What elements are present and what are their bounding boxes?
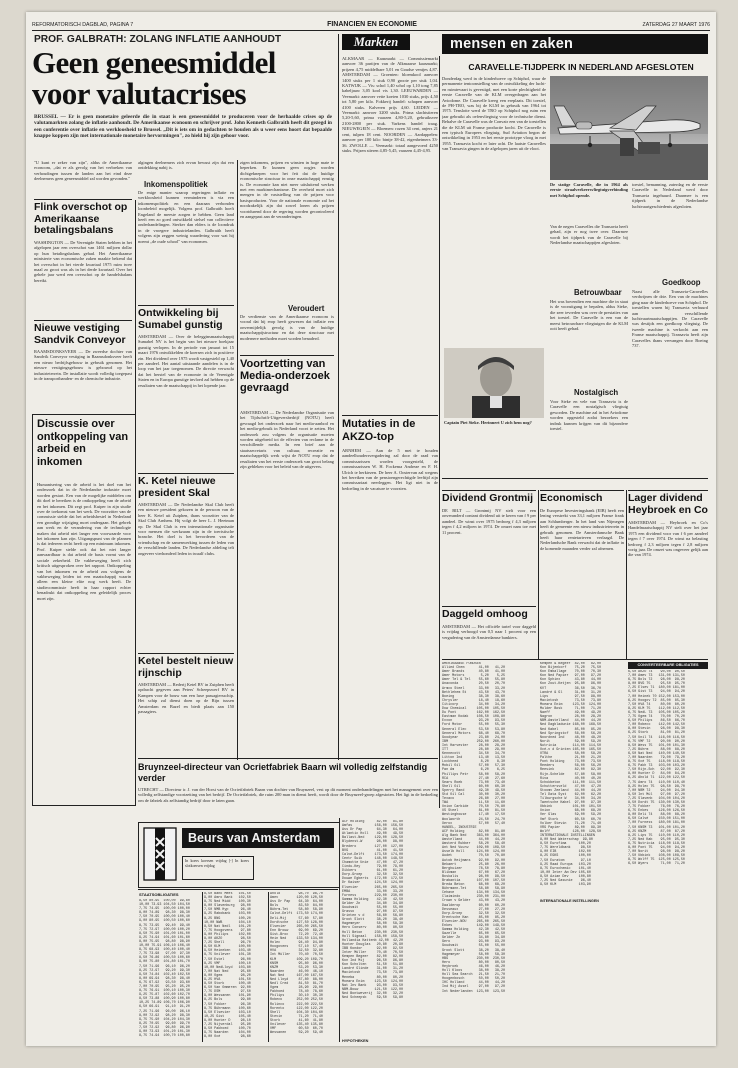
main-body-col-1: "U kunt er zeker van zijn", aldus de Amerikaanse econoom, „dat er als gevolg van het verbreken van verhoudingen tussen de landen aan het eind deze deelnemers geen geneesmiddel zal worden gevonden." <box>34 160 132 182</box>
div-rule <box>442 490 536 491</box>
vrule-5 <box>538 490 539 660</box>
portrait-photo <box>444 348 544 418</box>
goedkoop-subhead: Goedkoop <box>662 278 701 287</box>
tables-top-rule <box>442 659 708 660</box>
vrule-1 <box>135 200 136 760</box>
ketel-rijnschip-body: AMSTERDAM — Rederij Ketel BV in Zutphen heeft opdracht gegeven aan Peters' Scheepswerf BV in Kampen voor de bouw van een luxe passagiersschip. Het schip zal dienst doen op de Rijn tussen Amsterdam en Bazel en biedt plaats aan 150 passagiers. <box>138 682 234 715</box>
col2-rule-1 <box>138 305 234 306</box>
main-lead: BRUSSEL — Er is geen monetaire geleerde die in staat is een geneesmiddel te produceren voor de herhaalde crises op de valutamarkten zolang de inflatie aanhoudt. De Amerikaanse econoom en schrijver prof. John Kenneth Galbraith heeft dit gezegd in een conferentie over inflatie en werkloosheid te Brussel. „Dit is iets om in gedachten te houden als u weer eens hoort dat bepaalde knappe koppen zijn met internationale monetaire hervormingen", zo hield hij zijn gehoor voor. <box>34 114 332 139</box>
economisch-title: Economisch <box>540 493 603 504</box>
discussie-title: Discussie over ontkoppeling van arbeid en inkomen <box>37 418 129 468</box>
dividend-body: DE BILT — Grontmij NV stelt voor een onveranderd contant dividend uit te keren van f 9 per aandeel. De winst over 1975 bedroeg f 4,3 miljoen tegen f 4,2 miljoen in 1974. De omzet nam toe met 11 procent. <box>442 508 536 535</box>
dividend-title: Dividend Grontmij <box>442 493 534 504</box>
voortzetting-body: AMSTERDAM — De Nederlandse Organisatie van het Tijdschrift-Uitgeversbedrijf (NOTU) heeft gevraagd het onderzoek naar het media-aanbod en het media-gebruik in Nederland voort te zetten. Het onderzoek zou volgens de organisatie moeten worden uitgebreid tot de effecten van reclame in de verschillende media. In een brief aan de staatssecretaris van cultuur, recreatie en maatschappelijk werk wijst de NOTU erop dat de resultaten van het eerste onderzoek van groot belang zijn gebleken voor het beleid van de uitgevers. <box>240 410 334 470</box>
col2-rule-3 <box>138 653 234 654</box>
voortzetting-title: Voortzetting van Media-onderzoek gevraagd <box>240 358 330 395</box>
hey-rule <box>628 490 708 491</box>
caravelle-body-col-2b: Het was bovendien een machine die in staat is de vooruitgang te bepalen, aldus Sieke, die zeer tevreden was over de prestaties van het toestel. De Caravelle is een van de meest betrouwbare vliegtuigen die de KLM ooit heeft gehad. <box>550 299 628 332</box>
amsterdam-crest <box>142 826 178 882</box>
daggeld-body: AMSTERDAM — Het officiële tarief voor daggeld is vrijdag verhoogd van 0,5 naar 1 procent op een vergadering van de Amsterdamse bankiers. <box>442 624 536 640</box>
portrait-caption: Captain Piet Sieke. Herinnert U zich hem nog? <box>444 420 532 425</box>
stock-col-3: Ahold 98,70 98,70 Amev 120,00 120,50 Ass Dr Pap 64,30 64,00 Bols 83,50 84,00 Bührm-Tet 58,80 58,90 Calvé-Delft 173,50 174,00 Deli-Mij 57,60 57,80 Dordtsche 127,50 128,00 Elsevier 265,00 265,50 Enn Brouw 69,00 69,20 Gist-Broc 72,20 72,40 Hein Ned 133,50 134,00 Holec 94,40 94,80 Hoogovens 57,10 57,40 HVA 32,50 32,80 Int Müller 70,40 70,50 KLM 109,20 109,70 KNSM 95,80 96,00 KNZM 53,20 53,30 Naarden 46,00 46,10 Nat Ned 167,00 167,50 Ned Lloyd 87,80 88,00 Nedl Cred 81,50 81,70 Ogem 28,90 29,00 Pakhoed 78,40 78,60 Philips 30,10 30,30 Robeco 252,00 252,50 Rolinco 222,00 222,50 Rorento 122,00 122,20 Shell 104,30 104,60 Stevin 71,20 71,40 Stork 41,60 41,80 Unilever 135,40 135,80 VMF 60,50 60,70 Wessanen 59,20 59,40 <box>270 892 323 1036</box>
vrule-3 <box>338 34 339 760</box>
main-kicker: PROF. GALBRATH: ZOLANG INFLATIE AANHOUDT <box>34 34 282 45</box>
left-rule-2 <box>34 320 132 321</box>
newspaper-page <box>26 12 716 1046</box>
col2-rule-2 <box>138 473 234 474</box>
main-headline-2: voor valutacrises <box>32 79 246 111</box>
main-body-col-2b: De enige manier waarop regeringen inflatie en werkloosheid kunnen verminderen is via een inkomenspolitiek en een daaraan verbonden loonbeleid mogelijk. Volgens prof. Galbraith hoeft Engeland de meeste zorgen te hebben. Geen land heeft een zo goed ontwikkeld stelsel van collectieve onderhandelingen. Sterker dan elders is de loondruk in de vroegere industrielanden. Galbraith heeft volgens zijn zeggen weinig waardering voor wat hij noemt „de oude school" van economen. <box>138 190 234 244</box>
main-body-col-2: algingen deelnemers zich ervan bewust zijn dat een ontdekking nabij is. <box>138 160 234 171</box>
beurs-subtitle: In koers koersen vrijdag [-] In koers slotkoersen vrijdag <box>185 859 249 868</box>
main-body-col-3: zigen inkomens, prijzen en winsten in hoge mate te beperken. Er kunnen geen oogjes worden dichtgeknepen voor het feit dat de huidige economische structuur in onze maatschappij ernstig is. De economie kan niet meer uitsluitend werken met een marktmechanisme. De overheid moet zich mengen in de vaststelling van de prijzen voor basisproducten. Voor de nationale economie zal het noodzakelijk zijn dat zowel lonen als prijzen voortdurend door de regering worden gecontroleerd en aangepast aan de veranderingen. <box>240 160 334 220</box>
discussie-body: Humanisering van de arbeid is het doel van het onderzoek dat in de Nederlandse industrie moet worden gestart. Een van de mogelijke middelen om dit doel te bereiken is de ontkoppeling van de arbeid en het inkomen. Dit zegt prof. Kuiper in zijn studie over de toekomst van het werk. De voorzitter van de commissie stelde dat het arbeidsbestel in Nederland een grondige wijziging moet ondergaan. Het gebrek aan werk en de verandering van de technologie maken dat arbeid niet langer een voorwaarde voor het inkomen kan zijn. Uitgangspunt van de plannen is dat iedereen recht heeft op een minimum inkomen. Prof. Kuiper stelde ook dat het niet langer aanvaardbaar is dat arbeid de basis vormt van de sociale zekerheid. De vakbeweging heeft zich kritisch uitgesproken over het rapport. Ontkoppeling van het inkomen en de arbeid zou volgens de vakbeweging leiden tot een maatschappij waarin alleen een kleine elite nog werk heeft. De studiecommissie heeft in haar rapport echter benadrukt dat ontkoppeling een geleidelijk proces moet zijn. <box>37 482 131 601</box>
right-col-body-2: Naast alle Transavia-Caravelles verdwijnen de drie. Een van de machines ging naar de kinderhoeve van Schiphol. De toestellen waren bij Transavia verhuurd aan verschillende luchtvaartmaatschappijen. De Caravelle was destijds een goedkoop vliegtuig. De tweede machine is verkocht aan een Franse maatschappij. Transavia heeft zijn Caravelles thans vervangen door Boeing 737. <box>632 289 708 349</box>
main-subhead-veroudert: Veroudert <box>288 304 325 313</box>
mensen-headline: CARAVELLE-TIJDPERK IN NEDERLAND AFGESLOTEN <box>468 62 694 72</box>
masthead-rule <box>32 30 710 31</box>
table-internationale-header: INTERNATIONALE INSTELLINGEN <box>540 899 599 903</box>
mutaties-title: Mutaties in de AKZO-top <box>342 418 416 443</box>
bruynzeel-title: Bruynzeel-directeur van Ocrietfabriek Baarn wil volledig zelfstandig verder <box>138 762 428 783</box>
caravelle-body-col-2c: Voor Sieke en vele van Transavia is de Caravelle een nostalgisch vliegtuig geworden. De machine zal in het Aviodome worden opgesteld zodat bezoekers een indruk kunnen krijgen van dit bijzondere toestel. <box>550 399 628 432</box>
stock-col-1: 8,50 80-95 100,00 99,80 10,00 73-93 104,50 104,50 7,75 74-95 100,00 100,00 8,00 74-89 98,30 98,30 7,50 70-95 100,00 100,40 9,00 80-95 100,50 100,60 8,75 73-95 99,40 99,40 7,75 72-97 100,00 100,20 8,50 75-90 101,00 101,00 9,25 74-94 101,60 101,60 8,00 75-95 98,80 98,90 10,00 75-91 106,10 106,40 8,75 68-93 100,40 100,40 7,75 73-98 97,00 97,30 8,50 76-86 100,50 100,60 9,00 75-80 101,80 101,70 7,50 71-96 96,10 96,20 8,25 72-97 99,20 99,30 9,50 74-84 102,40 102,50 8,00 69-94 98,30 98,40 6,75 67-92 93,50 93,60 7,00 70-95 95,20 95,20 8,75 76-91 100,10 100,30 9,25 75-87 102,60 102,70 8,50 73-88 100,90 100,80 10,25 74-89 106,70 106,90 6,50 66-91 91,10 91,20 7,25 71-96 96,00 96,10 8,00 72-92 98,20 98,30 9,75 75-90 104,20 104,30 8,25 70-95 99,60 99,70 7,50 72-92 96,80 96,90 9,00 73-93 101,20 101,30 8,75 74-94 100,70 100,80 <box>139 899 190 1039</box>
markten-body: ALKMAAR — Kaasmarkt — Commissiemarkt aanvoer 36 partijen van de Alkmaarse kaasmarkt; prijzen 4,75 middelbare 5,01 en Goudse ventjes 4,87. AMSTERDAM — Groenten: bloemkool aanvoer 1400 stuks per 1 stuk 0,90 groote per stuk 1,04. KATWIJK — Vis: schol 1,40 schol op 1,10 tong 7,85 kabeljauw 3,05 kool vis 1,30. LEEUWARDEN — Veemarkt: aanvoer vette koeien 1030 stuks, prijs 4,50 tot 5,80 per kilo. Fokkerij handel: schapen aanvoer 4100 stuks. Kalveren prijs 4,60. LEIDEN — Veemarkt: aanvoer 3200 stuks. Prima slachtstieren 5,20-5,60, prima vaarzen 4,80-5,20, gebruiksvee 2100-2800 per stuk. Varkens handel traag. NIEUWEGEIN — Bloemen: rozen 34 cent, anjers 21 cent, tulpen 18 cent. NOORDEN — Aardappelen: aanvoer per 100 kilo: bintje 38-42, eigenheimers 33-36. ZWOLLE — Veemarkt: totaal aangevoerd 4250 stuks. Prijzen stieren 4,85-5,45, vaarzen 4,45-4,95. <box>342 56 438 153</box>
ketel-skal-title: K. Ketel nieuwe president Skal <box>138 476 216 499</box>
bruynzeel-body: UTRECHT — Directeur ir. J. van der Horst van de Ocrietfabriek Baarn van dochter van Bruynzeel, vest op dit moment onderhandelingen met het management over een volledig zelfstandige voortzetting van het bedrijf. De Ocrietfabriek, die ruim 200 man in dienst heeft, wordt door de Bruynzeel-groep afgestoten. Het ligt in de bedoeling om de fabriek als zelfstandig bedrijf door te laten gaan. <box>138 787 438 803</box>
amsterdam-crest-icon <box>142 826 178 882</box>
left-rule-1 <box>34 199 132 200</box>
table-converteerbare-header: CONVERTEERBARE OBLIGATIES <box>637 663 699 667</box>
main-body-col-3b: De verdienste van de Amerikaanse econoom is vooral dat hij erop heeft gewezen dat inflatie een onvermijdelijk gevolg is van de huidige maatschappijstructuur en dat deze structuur met modernere methoden moet worden benaderd. <box>240 314 334 341</box>
captain-portrait-icon <box>444 348 544 418</box>
stock-col-6: Kempen & Begeer 82,00 82,00 Kon Bijenkorf 75,20 75,50 Kon Emballage 70,00 70,30 Kon Ned Papier 97,00 97,20 Kon Sphinx 43,80 44,00 Kon Zout-Ketjen 95,80 96,00 KVT 36,50 36,70 Landré & Gl 31,00 31,20 Lips 97,50 98,00 Macintosh 73,50 73,80 Moeara Enim 123,50 124,00 Mulder Bosk 71,00 71,20 Naeff 49,00 49,20 Nagron 28,00 28,20 NBM-Amstelland 44,00 44,20 Ned Dagbladunie 168,00 168,50 Ned Kabel 85,00 85,20 Ned Springstof 56,00 56,20 Noordned Ind 48,00 48,20 Norit 59,00 59,20 Nutricia 114,00 114,50 Océ-v d Grinten 165,00 165,50 OTRA 58,00 58,20 Palthe 21,00 21,20 Pont Holding 73,00 73,50 Reeders 56,00 56,20 Reesink 82,00 82,30 Rijn-Schelde 57,80 58,00 Riva 40,00 40,20 Schokbeton 111,00 111,50 Schuttersveld 47,00 47,20 Stoomv Zeeland 44,00 44,20 Tel Data Syst 62,00 62,20 Tilburgsche W 34,00 34,20 Twentsche Kabel 97,00 97,30 Ubbink 101,00 101,50 Union 68,00 68,20 Ver Glas 59,00 59,20 Vmf Stork 60,50 60,70 Volker Stevin 71,20 71,40 VRG Papier 89,00 89,30 Wolff 128,00 128,50 INTERNATIONALE INSTELLINGEN 8,00 Ned Waterschap 99,80 8,50 Eurofima 100,20 7,75 Wereldbank 98,50 9,00 EIB 102,00 8,25 EGKS 100,00 7,50 Euratom 97,10 9,25 Raad Europa 103,20 8,75 Eurochemic 101,40 10,00 Inter Am Dev 105,60 8,50 Azian Dev 100,80 7,25 Ned Gasunie 96,40 9,50 KLM 103,90 <box>540 662 602 888</box>
betrouwbaar-subhead: Betrouwbaar <box>574 288 622 297</box>
main-subhead-inkomens: Inkomenspolitiek <box>144 180 208 189</box>
caravelle-body-col-2: Van de negen Caravelles die Transavia heeft gehad, zijn er nog twee over. Daarmee wordt het tijdperk van de Caravelle bij Nederlandse maatschappijen afgesloten. <box>550 224 628 246</box>
stock-col-2: 8,50 Bank Mees 101,50 9,00 Amro Bank 102,50 8,75 Ned Midd 100,30 8,00 Slavenburg 98,00 7,50 NMB Hyp 96,40 9,25 Rabobank 103,00 8,25 BNG 100,20 10,00 NWB 104,10 8,50 Nat Nedl 101,20 7,75 Hoogovens 97,80 9,00 Philips 102,00 8,00 AKZO 98,50 7,25 Shell 96,70 8,50 KLM 100,00 9,50 Heineken 103,40 8,75 Unilever 101,30 7,50 Estel 96,00 8,25 VMF 100,10 10,00 NedLloyd 103,80 7,00 Nat Ned 95,60 8,00 Ogem 98,20 9,25 HVA 101,50 8,50 Stork 100,40 6,50 Van Ommeren 92,00 7,75 DSM 97,50 9,00 Wessanen 101,90 8,25 Bols 99,80 7,50 Fokker 96,30 8,75 Bührmann 100,60 9,50 Elsevier 103,10 10,25 Gist 105,40 8,00 Hunter D 98,10 7,25 Nijverdal 95,90 8,50 Pakhoed 100,70 9,75 Naarden 104,00 8,00 Océ 98,60 <box>204 892 251 1040</box>
table-staats-header: STAATSOBLIGATIES <box>139 892 179 897</box>
sandvik-title: Nieuwe vestiging Sandvik Conveyor <box>34 323 126 346</box>
main-headline-1: Geen geneesmiddel <box>32 48 276 80</box>
sumabel-title: Ontwikkeling bij Sumabel gunstig <box>138 308 223 331</box>
vrule-2 <box>237 160 238 760</box>
col4-rule-1 <box>342 415 438 416</box>
mensen-title: mensen en zaken <box>450 36 574 52</box>
stock-col-5: AMERIKAANSE FONDSEN Allied Chem 41,00 41,20 Amer Brands 40,80 41,00 Amer Motors 5,20 5,25 Amer Tel & Tel 55,60 55,80 Anaconda 20,50 20,70 Armco Steel 33,00 33,20 Bethlehem St 43,50 43,70 Boeing 38,30 38,60 Chrysler 18,40 18,60 Citicorp 34,00 34,20 Dow Chemical 105,00 105,50 Du Pont 162,00 162,50 Eastman Kodak 108,50 108,80 Exxon 93,20 93,50 Ford Motor 55,00 55,30 General Elec 53,50 53,80 General Motors 68,40 68,70 Goodyear 23,80 24,00 IBM 259,00 260,00 Int Harvester 28,00 28,20 ITT 28,80 29,00 Kennecott 34,50 34,70 Litton Ind 13,40 13,50 Lockheed 8,20 8,30 Mobil Oil 57,00 57,30 Pan Am 6,20 6,25 Phillips Petr 58,00 58,20 RCA 27,40 27,60 Sears Roeb 73,00 73,40 Shell Oil 60,00 60,30 Sperry Rand 49,30 49,50 Std Oil Cal 30,00 30,20 Texaco 26,80 27,00 TWA 11,50 11,60 Union Carbide 70,50 70,80 US Steel 81,00 81,50 Westinghouse 17,40 17,50 Woolworth 24,50 24,70 Xerox 57,00 57,40 HANDEL, INDUSTRIE ACF Holding 82,00 81,80 Alg Bank Ned 363,00 364,00 Amstelland 44,00 44,20 Amsterd Rubber 58,20 58,40 Ant Ned Vuurw 109,00 109,50 Asselb Holl 124,00 124,00 Audet 70,50 70,80 Autob Heijmans 92,00 92,00 Bekaert 25,80 26,00 Berghuizer 78,50 78,80 Blikman 67,00 67,20 Boskalis 98,00 98,50 Brabantia 107,00 107,50 Breda Beton 68,00 68,20 Bührmann-Tet 58,80 58,90 Cehave 134,00 134,50 Claimindo 230,00 231,00 Crown v Gelder 43,00 43,20 Daalderop 60,00 60,20 Desseaux 27,00 27,20 Dorp-Groep 32,50 32,50 Drentsche Kan 85,00 85,20 Elsevier-NDU 265,00 265,50 Enkes 149,00 149,50 Gamma Holding 42,30 42,50 Gazelle 65,00 65,50 Gelder Zn 34,80 34,90 Gero 93,00 93,20 Goudsmit 55,00 55,00 Groot Slott 38,20 38,40 Hagemeyer 58,00 58,30 HBG 230,00 230,50 Hero 80,00 80,50 Heybroek 46,00 46,20 Holl Kloos 38,00 38,20 Holl Sea Search 21,50 21,70 Hoogenbosch 50,00 50,20 IHC Holland 44,00 44,20 Ind Mij Assel 97,00 97,20 Int Nederlanden 123,00 123,50 <box>442 662 506 994</box>
right-col-body: toestel, bemanning, zaterdag en de eerste Caravelle in Nederland werd door Transavia ingehuurd. Daarmee is een tijdperk in de Nederlandse luchtvaartgeschiedenis afgesloten. <box>632 182 708 209</box>
vrule-4 <box>439 56 440 808</box>
mensen-bottom-rule <box>442 478 708 479</box>
vrule-6 <box>626 490 627 660</box>
daggeld-title: Daggeld omhoog <box>442 609 528 620</box>
heybroek-body: AMSTERDAM — Heybroek en Co's Handelmaatschappij NV stelt over het jaar 1975 een dividend voor van f 6 per aandeel tegen f 7 over 1974. De winst na belasting bedroeg f 2,3 miljoen tegen f 2,8 miljoen vorig jaar. De omzet was ongeveer gelijk aan die van 1974. <box>628 520 708 558</box>
caravelle-photo <box>550 76 708 180</box>
sumabel-body: AMSTERDAM — Over de belegginsmaatschappij Sumabel NV is het begin van het nieuwe boekjaar gunstig verlopen. In de periode van januari tot 15 maart 1976 ontwikkelden de koersen zich in positieve zin. Het dividend over 1975 wordt vastgesteld op 1,40 per aandeel. Het aantal uitstaande aandelen is in de loop van het jaar toegenomen. De directie verwacht dat het herstel van de economie in de Verenigde Staten en in Europa gunstige invloed zal hebben op de resultaten van de maatschappij in het lopende jaar. <box>138 334 234 388</box>
vrule-7 <box>339 818 340 1042</box>
col3-rule-1 <box>240 355 334 356</box>
caravelle-body-col-1: Donderdag werd in de kinderhoeve op Schiphol, waar de permanente tentoonstelling van de ontwikkeling der lucht- en ruimtevaart is gevestigd, met een korte plechtigheid de eerste Caravelle van de KLM overgedragen aan het Aviodome. De Caravelle kreeg een ereplaats. Dit toestel, de PH-TRO, was bij de KLM in gebruik van 1964 tot 1975. Tenslotte werd de TRO op Schiphol nog ruim een jaar gebruikt als oefenvliegtuig voor de technische dienst. Behalve de Caravelle was de Convair een van de toestellen die de KLM uit Franse productie kocht. De Caravelle is een typisch Europees vliegtuig. Sud Aviation begon de ontwikkeling in 1953 en het eerste prototype vloog in mei 1955. Transavia kocht er later acht. De laatste Caravelles van Transavia gingen in de afgelopen jaren uit de vloot. <box>442 76 546 152</box>
heybroek-title: Lager dividend Heybroek en Co <box>628 493 708 516</box>
flink-body: WASHINGTON — De Verenigde Staten hebben in het afgelopen jaar een overschot van 1461 miljoen dollar op hun betalingsbalans gehad. Het Amerikaanse ministerie van economische zaken maakte bekend dat het overschot in het vierde kwartaal 1975 ruim twee maal zo groot was als in het derde kwartaal. Over het gehele jaar werd een overschot op de handelsbalans bereikt. <box>34 240 132 283</box>
markten-title: Markten <box>353 35 399 49</box>
ketel-rijnschip-title: Ketel bestelt nieuw rijnschip <box>138 656 234 679</box>
sandvik-body: RAAMSDONKSVEER — De zweedse dochter van Sandvik Conveyor vestiging in Raamsdonksveer heeft een nieuw bedrijfsgebouw in gebruik genomen. Het nieuwe vestigingsgebouw is gebouwd op het industrieterrein. De installatie wordt volledig toegepast in de transportbanden- en de chemische industrie. <box>34 349 132 382</box>
bruynzeel-rule <box>138 758 438 759</box>
caravelle-aircraft-icon <box>550 76 708 180</box>
stock-col-7: 6,50 AKZO 74 90,00 90,50 7,00 Amev 73 131,00 131,50 6,75 Bols 72 98,00 98,20 8,00 BVG 75 95,50 95,70 7,25 Elsev 71 180,00 181,00 6,50 Gist 73 94,00 94,20 7,00 Heinek 70 152,00 153,00 6,25 Hoogov 72 85,00 85,30 7,50 HVA 74 80,00 80,20 8,25 KLM 75 112,00 112,50 6,75 NedL 73 105,00 105,20 7,75 Ogem 74 70,00 70,20 6,50 Philips 86,50 86,70 7,00 Robeco 142,00 142,50 8,00 Stevin 98,00 98,30 6,25 Stork 81,00 81,20 7,50 Unil 74 116,00 116,50 6,75 VMF 72 90,00 90,20 8,50 Wess 75 101,00 101,30 7,25 Bührm 88,00 88,20 6,50 Nat Ned 140,00 140,50 7,00 Naarden 79,00 79,20 8,75 Océ 75 118,00 118,50 6,75 Pakh 73 103,00 103,20 7,50 Rijn-Sch 92,00 92,30 8,00 Hunter D 84,00 84,20 6,25 Ahold 71 122,00 122,50 7,75 Amro 74 110,00 110,40 8,25 Holec 75 98,50 98,70 7,00 NBM 72 94,00 94,30 6,50 Int Mül 97,00 97,20 7,25 Slavenb 104,00 104,20 8,50 Dordt 75 130,00 130,50 7,75 Fokker 76,00 76,20 6,75 Enkes 126,00 126,50 8,00 Deli 74 88,00 88,20 6,50 Calvé 150,00 151,00 7,00 Furness 180,00 181,00 7,50 KNSM 73 101,00 101,20 6,25 KNZM 87,00 87,20 8,25 Lips 75 110,00 110,20 7,25 Ned Kab 95,00 95,30 6,75 Nutricia 118,00 118,50 8,00 Pont 75 94,00 94,20 7,00 Norit 98,00 98,20 7,50 Ubbink 108,00 108,50 8,75 Wolff 75 125,00 125,50 6,50 Wyers 71,00 71,20 <box>628 670 685 867</box>
table-hypotheek-header: HYPOTHEKEN <box>342 1039 369 1043</box>
dag-rule <box>442 606 536 607</box>
nostalgisch-subhead: Nostalgisch <box>574 388 619 397</box>
economisch-body: De Europese Investeringsbank (EIB) heeft een lening verstrekt van 33,1 miljoen Franse frank aan Schlumberger. In het land van Nijmegen heeft de gemeente een nieuw industrieterrein in gebruik genomen. De Amsterdamsche Bank heeft haar rentetarieven verlaagd. De Nederlandsche Bank verwacht dat de inflatie in de komende maanden verder zal afnemen. <box>540 508 624 551</box>
ketel-skal-body: AMSTERDAM — De Nederlandse Skal Club heeft een nieuwe president gekozen in de persoon van de heer K. Ketel uit Zutphen, thans voorzitter van de Skal Club Arnhem. Hij volgt de heer L. J. Heetman op. De Skal Club is een internationale organisatie voor mensen die werkzaam zijn in de toeristische branche. Het doel is het bevorderen van de vriendschap en de samenwerking tussen de leden van de verschillende landen. De Nederlandse afdeling telt ongeveer vierhonderd leden in twaalf clubs. <box>138 502 234 556</box>
stock-col-4: ACF Holding 82,00 81,80 Amfas 156,00 156,50 Ass Dr Pap 64,30 64,00 Atlantic Holl 49,00 49,50 Ballast-Ned 129,00 128,50 Blydenst-W 98,00 98,00 Bredero 127,00 127,00 BVG 41,00 41,50 Calvé-Delft 173,50 174,00 Centr Suik 148,00 148,50 Chamotte Unie 47,00 47,20 Cindu-Key 79,00 79,00 Dikkers 61,00 61,20 Dorp-Groep 32,50 32,50 Douwe Egberts 172,00 172,50 Dr Kaiser 124,50 124,00 Elsevier 265,00 265,50 EMBA 33,00 33,20 Furness 229,00 230,00 Gamma Holding 42,30 42,50 Gelder Zn 34,80 34,90 Goudsmit 55,00 55,00 Grasso 97,00 97,50 Grinten v d 56,60 56,80 Groot Slott 38,20 38,40 Hagemeyer 58,00 58,30 Hero Conserv 80,00 80,50 Holl Beton 230,00 230,50 Holl Signaal 158,00 158,50 Hollandia Kattenb 42,00 42,20 Hunter Douglas 20,80 20,90 IBB Kondor 92,00 92,50 Inter Müller 70,40 70,50 Kempen Begeer 82,00 82,00 Kon Ind Mij 96,50 96,80 Kon Scholten 51,50 51,80 Landré Glinde 31,00 31,20 Macintosh 73,50 73,80 Meneba 80,00 80,20 Moeara Enim 123,50 124,00 Nat Inv Bank 93,00 93,50 NBM-Bouw 121,50 122,00 Ned Bontweverij 32,00 32,20 Ned Scheepsb 59,50 59,80 <box>342 820 404 1001</box>
eco-rule <box>540 490 624 491</box>
caravelle-caption: De statige Caravelle, die in 1964 als eerste straalverkeersvliegtuigverbinding met Schiphol opende. <box>550 182 628 198</box>
masthead-section: FINANCIEN EN ECONOMIE <box>327 21 417 28</box>
beurs-bottom-rule <box>138 889 338 890</box>
mutaties-body: ARNHEM — Aan de 5 mei te houden aandeelhoudersvergadering zal door de raad van commissarissen worden voorgesteld, de commissarissen W. H. Fockema Andreae en F. H. Ulrich te herkiezen. De heer A. Oostervan zal wegens het bereiken van de pensioengerechtigde leeftijd zijn commissariaat neerleggen. Het ligt niet in de bedoeling in de vacature te voorzien. <box>342 448 438 491</box>
flink-title: Flink overschot op Amerikaanse betalingsbalans <box>34 202 128 236</box>
masthead-date: ZATERDAG 27 MAART 1976 <box>642 22 710 28</box>
masthead-paper: REFORMATORISCH DAGBLAD, PAGINA 7 <box>32 22 134 28</box>
beurs-title: Beurs van Amsterdam <box>188 831 321 845</box>
